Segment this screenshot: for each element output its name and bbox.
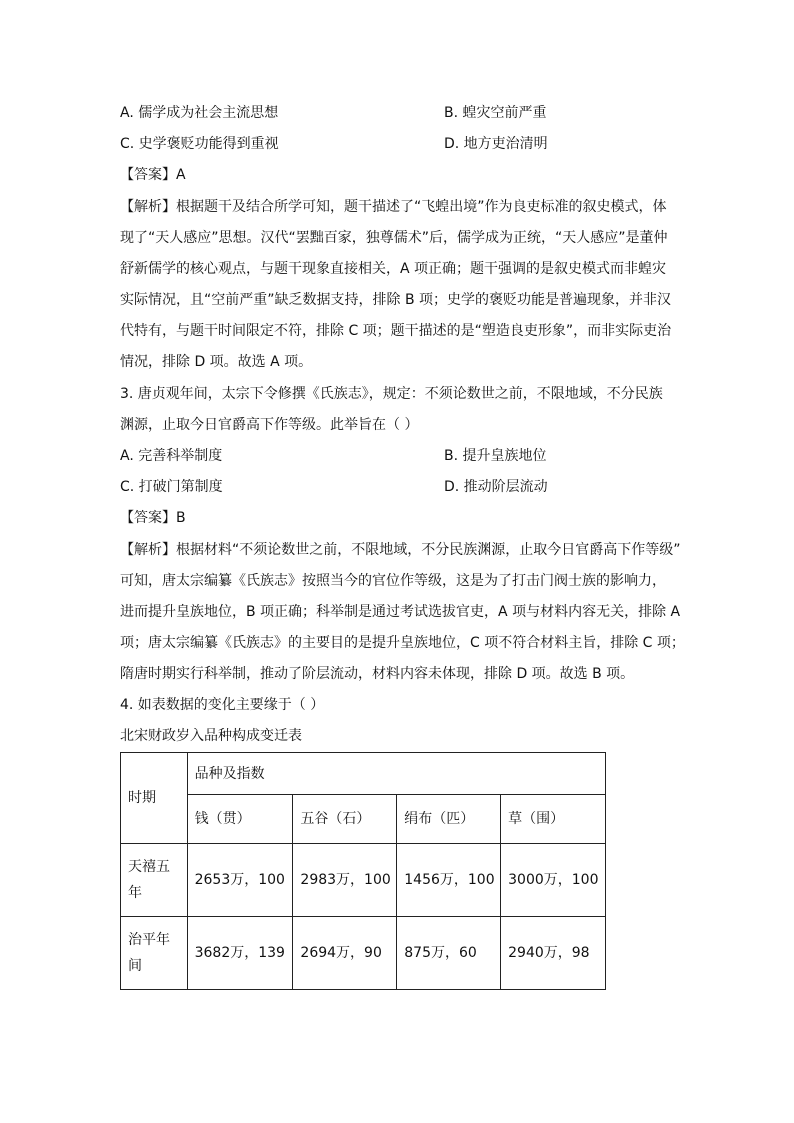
period-cell (121, 844, 188, 917)
column-header: 草（围） (501, 795, 606, 844)
column-header: 钱（贯） (187, 795, 293, 844)
value-cell: 2940万，98 (501, 917, 606, 990)
q3-answer: 【答案】B (120, 510, 186, 526)
q2-analysis-line: 【解析】根据题干及结合所学可知，题干描述了“飞蝗出境”作为良吏标准的叙史模式，体 (120, 199, 667, 215)
q3-option-c: C. 打破门第制度 (120, 479, 223, 495)
value-cell: 3682万，139 (187, 917, 293, 990)
period-line: 天禧五 (128, 859, 170, 875)
group-header-cell (187, 753, 605, 795)
table-subheader-row (121, 795, 606, 844)
group-header: 品种及指数 (194, 765, 265, 782)
q2-option-b: B. 蝗灾空前严重 (444, 105, 547, 121)
q3-analysis-line: 隋唐时期实行科举制，推动了阶层流动，材料内容未体现，排除 D 项。故选 B 项。 (120, 666, 635, 682)
q2-analysis-line: 舒新儒学的核心观点，与题干现象直接相关，A 项正确；题干强调的是叙史模式而非蝗灾 (120, 261, 667, 277)
q3-analysis-line: 【解析】根据材料“不须论数世之前，不限地域，不分民族渊源，止取今日官爵高下作等级” (120, 542, 681, 558)
q3-stem-line: 渊源，止取今日官爵高下作等级。此举旨在（ ） (120, 417, 419, 433)
q2-analysis-line: 代特有，与题干时间限定不符，排除 C 项；题干描述的是“塑造良吏形象”，而非实际吏治 (120, 323, 672, 339)
q3-stem-line: 3. 唐贞观年间，太宗下令修撰《氏族志》，规定：不须论数世之前，不限地域，不分民族 (120, 386, 663, 402)
table-row (121, 917, 606, 990)
q3-analysis-line: 进而提升皇族地位，B 项正确；科举制是通过考试选拔官吏，A 项与材料内容无关，排除 A (120, 604, 681, 620)
table-row (121, 844, 606, 917)
q3-option-d: D. 推动阶层流动 (444, 479, 548, 495)
value-cell: 2983万，100 (293, 844, 397, 917)
period-line: 治平年 (128, 932, 170, 948)
q2-analysis-line: 现了“天人感应”思想。汉代“罢黜百家，独尊儒术”后，儒学成为正统，“天人感应”是董仲 (120, 230, 668, 246)
column-header: 绢布（匹） (397, 795, 501, 844)
value-cell: 875万，60 (397, 917, 501, 990)
column-header: 五谷（石） (293, 795, 397, 844)
q2-option-a: A. 儒学成为社会主流思想 (120, 105, 279, 121)
q3-analysis-line: 项；唐太宗编纂《氏族志》的主要目的是提升皇族地位，C 项不符合材料主旨，排除 C 项； (120, 635, 685, 651)
period-line: 年 (128, 885, 142, 901)
value-cell: 3000万，100 (501, 844, 606, 917)
period-line: 间 (128, 958, 142, 974)
q4-stem: 4. 如表数据的变化主要缘于（ ） (120, 697, 325, 713)
period-header-cell (121, 753, 188, 844)
q3-option-a: A. 完善科举制度 (120, 448, 223, 464)
q2-option-c: C. 史学褒贬功能得到重视 (120, 136, 279, 152)
q2-analysis-line: 情况，排除 D 项。故选 A 项。 (120, 354, 313, 370)
q2-option-d: D. 地方吏治清明 (444, 136, 548, 152)
period-cell (121, 917, 188, 990)
value-cell: 2653万，100 (187, 844, 293, 917)
value-cell: 1456万，100 (397, 844, 501, 917)
value-cell: 2694万，90 (293, 917, 397, 990)
q2-answer: 【答案】A (120, 167, 186, 183)
table-caption: 北宋财政岁入品种构成变迁表 (120, 728, 302, 744)
table-header-row (121, 753, 606, 795)
q3-analysis-line: 可知，唐太宗编纂《氏族志》按照当今的官位作等级，这是为了打击门阀士族的影响力， (120, 573, 666, 589)
q2-analysis-line: 实际情况，且“空前严重”缺乏数据支持，排除 B 项；史学的褒贬功能是普遍现象，并非汉 (120, 292, 672, 308)
period-header: 时期 (128, 790, 156, 806)
q3-option-b: B. 提升皇族地位 (444, 448, 547, 464)
revenue-table (120, 752, 606, 990)
